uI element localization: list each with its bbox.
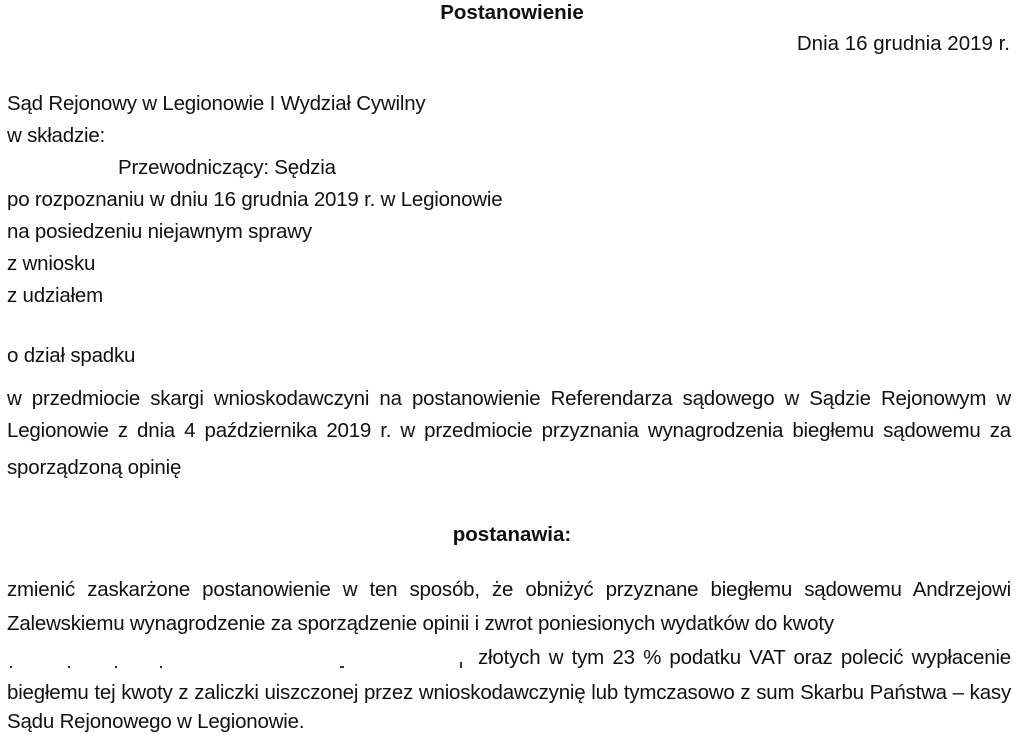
ruling-line-1: zmienić zaskarżone postanowienie w ten sposób, że obniżyć przyznane biegłemu sądowemu Andrzejowi	[7, 578, 1011, 601]
redacted-amount	[10, 656, 465, 676]
ruling-line-4: biegłemu tej kwoty z zaliczki uiszczonej przez wnioskodawczynię lub tymczasowo z sum Skarbu Państwa – kasy	[7, 681, 1011, 704]
court-line: Sąd Rejonowy w Legionowie I Wydział Cywilny	[7, 92, 426, 115]
hearing-line: po rozpoznaniu w dniu 16 grudnia 2019 r. w Legionowie	[7, 188, 503, 211]
document-date: Dnia 16 grudnia 2019 r.	[796, 32, 1010, 55]
ruling-line-5: Sądu Rejonowego w Legionowie.	[7, 710, 305, 733]
session-line: na posiedzeniu niejawnym sprawy	[7, 220, 312, 243]
ruling-line-3: złotych w tym 23 % podatku VAT oraz polecić wypłacenie	[478, 646, 1011, 669]
participation-line: z udziałem	[7, 284, 103, 307]
motion-line: z wniosku	[7, 252, 96, 275]
ruling-line-2: Zalewskiemu wynagrodzenie za sporządzenie opinii i zwrot poniesionych wydatków do kwoty	[7, 612, 834, 635]
complaint-line-2: Legionowie z dnia 4 października 2019 r. w przedmiocie przyznania wynagrodzenia biegłemu sądowemu za	[7, 419, 1011, 442]
complaint-line-3: sporządzoną opinię	[7, 456, 182, 479]
composition-line: w składzie:	[7, 124, 106, 147]
complaint-line-1: w przedmiocie skargi wnioskodawczyni na postanowienie Referendarza sądowego w Sądzie Rejonowym w	[7, 387, 1011, 410]
subject-line: o dział spadku	[7, 344, 136, 367]
decides-heading: postanawia:	[452, 523, 572, 546]
chair-line: Przewodniczący: Sędzia	[118, 156, 336, 179]
document-title: Postanowienie	[440, 1, 584, 24]
